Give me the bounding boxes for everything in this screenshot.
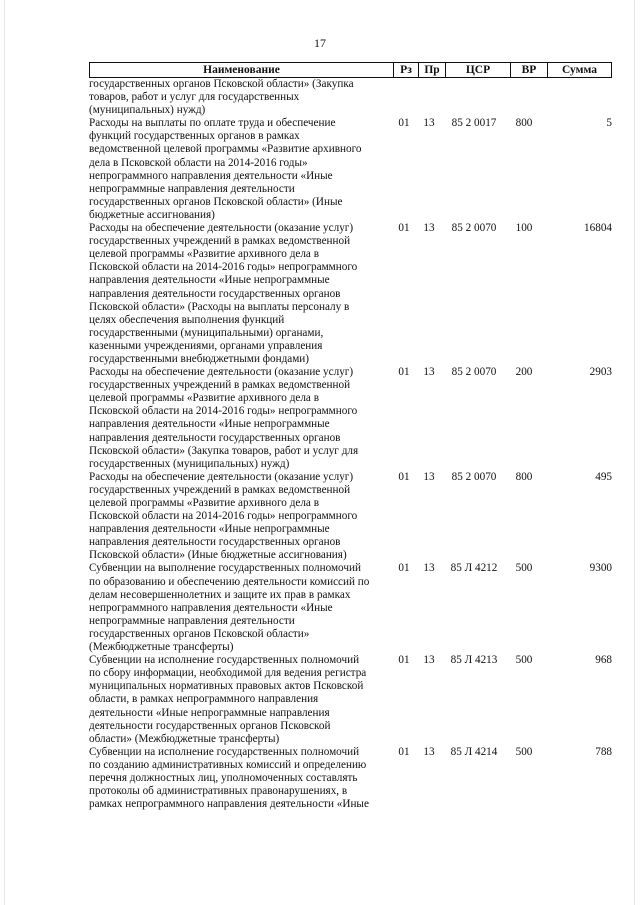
scan-edge-right: [634, 0, 635, 905]
row-csr: 85 2 0070: [451, 222, 497, 235]
row-pr: 13: [423, 654, 435, 667]
table-body: [89, 78, 612, 811]
row-name-line: государственных органов Псковской области» (Иные: [89, 195, 343, 208]
row-rz: 01: [398, 470, 410, 483]
row-name-line: Расходы на выплаты по оплате труда и обеспечение: [89, 117, 336, 130]
row-csr: 85 Л 4213: [450, 654, 498, 667]
row-name-line: непрограммные направления деятельности: [89, 182, 295, 195]
row-name-line: товаров, работ и услуг для государственных: [89, 91, 300, 104]
row-vr: 500: [515, 562, 533, 575]
row-name-line: казенными учреждениями, органами управления: [89, 339, 323, 352]
row-name-line: Псковской области» (Иные бюджетные ассигнования): [89, 549, 347, 562]
header-rz: Рз: [393, 63, 418, 77]
row-csr: 85 2 0070: [451, 470, 497, 483]
row-name-line: области, в рамках непрограммного направления: [89, 693, 319, 706]
row-sum: [542, 78, 612, 117]
row-rz: 01: [398, 366, 410, 379]
row-rz: 01: [398, 117, 410, 130]
row-name-line: области» (Межбюджетные трансферты): [89, 732, 280, 745]
row-pr: 13: [423, 745, 435, 758]
row-csr: 85 2 0017: [451, 117, 497, 130]
row-csr: 85 Л 4214: [450, 745, 498, 758]
row-name-line: деятельности государственных органов Псковской: [89, 719, 331, 732]
row-name-line: целевой программы «Развитие архивного дела в: [89, 497, 319, 509]
row-name-line: государственных органов Псковской области» (Закупка: [89, 78, 354, 90]
row-name: [89, 222, 392, 366]
row-rz: [392, 78, 416, 117]
row-name-line: Субвенции на выполнение государственных полномочий: [89, 562, 361, 575]
table-row: [89, 562, 612, 654]
row-vr: 100: [515, 222, 533, 235]
row-vr: 800: [515, 470, 533, 483]
row-name-line: направления деятельности «Иные непрограммные: [89, 274, 330, 287]
row-vr: 500: [515, 654, 533, 667]
row-name-line: протоколы об административных правонарушениях, в: [89, 785, 348, 798]
row-name-line: государственных (муниципальных) нужд): [89, 457, 290, 470]
header-vr: ВР: [510, 63, 547, 77]
row-name-line: деятельности «Иные непрограммные направления: [89, 706, 330, 719]
scan-edge-left: [4, 0, 5, 905]
row-pr: 13: [423, 562, 435, 575]
row-name-line: Субвенции на исполнение государственных полномочий: [89, 745, 360, 758]
row-rz: 01: [398, 654, 410, 667]
header-sum: Сумма: [547, 63, 611, 77]
table-row: [89, 117, 612, 222]
row-name-line: по созданию административных комиссий и определению: [89, 758, 367, 771]
row-sum: 9300: [589, 562, 612, 575]
row-name-line: по образованию и обеспечению деятельности комиссий по: [89, 575, 370, 588]
row-name-line: государственных учреждений в рамках ведомственной: [89, 235, 351, 248]
row-name: [89, 471, 392, 563]
row-sum: 16804: [584, 222, 612, 235]
row-name-line: целевой программы «Развитие архивного дела в: [89, 392, 319, 405]
row-name-line: функций государственных органов в рамках: [89, 130, 300, 143]
row-name-line: делам несовершеннолетних и защите их прав в рамках: [89, 588, 351, 601]
row-name-line: (Межбюджетные трансферты): [89, 641, 234, 654]
row-name-line: направления деятельности государственных органов: [89, 431, 341, 444]
row-csr: 85 2 0070: [451, 366, 497, 379]
row-pr: 13: [423, 222, 435, 235]
row-name-line: по сбору информации, необходимой для ведения регистра: [89, 667, 367, 680]
row-name-line: дела в Псковской области на 2014-2016 годы»: [89, 156, 308, 169]
row-name-line: (муниципальных) нужд): [89, 104, 206, 117]
row-vr: [506, 78, 542, 117]
table-header: [89, 62, 612, 78]
row-csr: [442, 78, 506, 117]
row-name-line: непрограммные направления деятельности: [89, 614, 295, 627]
row-name: [89, 117, 392, 222]
row-csr: 85 Л 4212: [450, 562, 498, 575]
header-pr: Пр: [418, 63, 445, 77]
row-name: [89, 562, 392, 654]
row-name-line: Расходы на обеспечение деятельности (оказание услуг): [89, 222, 354, 235]
row-name-line: направления деятельности «Иные непрограммные: [89, 523, 330, 536]
row-name: [89, 366, 392, 471]
row-name-line: перечня должностных лиц, уполномоченных составлять: [89, 771, 358, 784]
row-pr: 13: [423, 470, 435, 483]
row-name-line: Псковской области на 2014-2016 годы» непрограммного: [89, 261, 358, 274]
row-name-line: ведомственной целевой программы «Развитие архивного: [89, 143, 362, 156]
row-name-line: государственными внебюджетными фондами): [89, 352, 310, 365]
table-row: [89, 222, 612, 366]
header-name: Наименование: [203, 64, 280, 76]
header-csr: ЦСР: [445, 63, 510, 77]
row-name: [89, 78, 392, 117]
row-name-line: Субвенции на исполнение государственных полномочий: [89, 654, 360, 667]
row-rz: 01: [398, 222, 410, 235]
row-name-line: государственных органов Псковской области»: [89, 627, 310, 640]
row-sum: 788: [595, 745, 612, 758]
row-name-line: Псковской области» (Закупка товаров, работ и услуг для: [89, 444, 359, 457]
row-name-line: непрограммного направления деятельности «Иные: [89, 601, 333, 614]
row-name-line: направления деятельности «Иные непрограммные: [89, 418, 330, 431]
table-row: [89, 746, 612, 811]
row-rz: 01: [398, 562, 410, 575]
row-pr: [416, 78, 442, 117]
row-name-line: бюджетные ассигнования): [89, 208, 215, 221]
row-sum: 5: [606, 117, 612, 130]
row-name-line: целях обеспечения выполнения функций: [89, 313, 285, 326]
row-name-line: Псковской области на 2014-2016 годы» непрограммного: [89, 405, 358, 418]
row-sum: 2903: [589, 366, 612, 379]
row-name-line: муниципальных нормативных правовых актов Псковской: [89, 680, 364, 693]
row-name-line: направления деятельности государственных органов: [89, 536, 341, 549]
row-name: [89, 654, 392, 746]
budget-table: [89, 62, 612, 811]
row-name-line: направления деятельности государственных органов: [89, 287, 341, 300]
row-name-line: государственных учреждений в рамках ведомственной: [89, 379, 351, 392]
page-number: 17: [314, 36, 326, 50]
row-sum: 968: [595, 654, 612, 667]
row-name-line: рамках непрограммного направления деятельности «Иные: [89, 798, 369, 811]
row-pr: 13: [423, 117, 435, 130]
row-sum: 495: [595, 470, 612, 483]
row-name-line: непрограммного направления деятельности «Иные: [89, 169, 333, 182]
row-name-line: целевой программы «Развитие архивного дела в: [89, 248, 319, 261]
row-vr: 200: [515, 366, 533, 379]
row-name: [89, 746, 392, 811]
row-vr: 800: [515, 117, 533, 130]
table-row: [89, 654, 612, 746]
row-pr: 13: [423, 366, 435, 379]
row-name-line: государственными (муниципальными) органами,: [89, 326, 324, 339]
row-rz: 01: [398, 745, 410, 758]
row-vr: 500: [515, 745, 533, 758]
table-row: [89, 78, 612, 117]
row-name-line: государственных учреждений в рамках ведомственной: [89, 483, 351, 496]
row-name-line: Псковской области» (Расходы на выплаты персоналу в: [89, 300, 350, 313]
row-name-line: Псковской области на 2014-2016 годы» непрограммного: [89, 510, 358, 523]
table-row: [89, 471, 612, 563]
row-name-line: Расходы на обеспечение деятельности (оказание услуг): [89, 470, 354, 483]
table-row: [89, 366, 612, 471]
row-name-line: Расходы на обеспечение деятельности (оказание услуг): [89, 366, 354, 379]
